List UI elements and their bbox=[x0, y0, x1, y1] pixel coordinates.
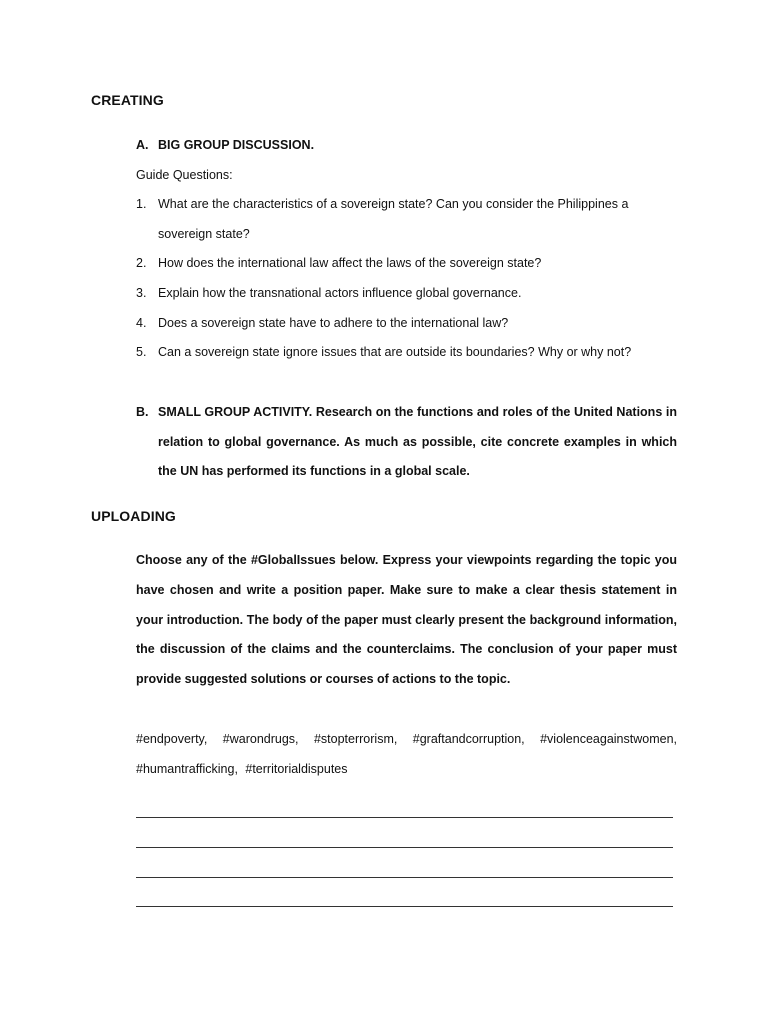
section-a-title bbox=[136, 138, 314, 152]
question-text: Explain how the transnational actors influence global governance. bbox=[158, 286, 522, 300]
section-b-text: SMALL GROUP ACTIVITY. Research on the functions and roles of the United Nations in relation to global governance. As much as possible, cite concrete examples in which the UN has performed its functions in a global scale. bbox=[158, 405, 677, 478]
question-text: What are the characteristics of a sovereign state? Can you consider the Philippines a sovereign state? bbox=[158, 197, 629, 241]
question-text: Can a sovereign state ignore issues that are outside its boundaries? Why or why not? bbox=[158, 345, 632, 359]
answer-line[interactable] bbox=[136, 877, 673, 878]
uploading-heading: UPLOADING bbox=[91, 508, 176, 524]
section-a-letter: A. bbox=[136, 138, 149, 152]
question-item bbox=[136, 279, 677, 309]
question-item bbox=[136, 249, 677, 279]
question-item bbox=[136, 190, 677, 249]
question-item bbox=[136, 309, 677, 339]
answer-line[interactable] bbox=[136, 847, 673, 848]
question-number: 1. bbox=[136, 197, 147, 211]
question-number: 2. bbox=[136, 256, 147, 270]
section-b-paragraph bbox=[136, 398, 677, 487]
question-number: 3. bbox=[136, 286, 147, 300]
answer-line[interactable] bbox=[136, 906, 673, 907]
question-number: 4. bbox=[136, 316, 147, 330]
answer-line[interactable] bbox=[136, 817, 673, 818]
question-number: 5. bbox=[136, 345, 147, 359]
question-item bbox=[136, 338, 677, 368]
guide-questions-label: Guide Questions: bbox=[136, 168, 233, 182]
uploading-instructions: Choose any of the #GlobalIssues below. Express your viewpoints regarding the topic you have chosen and write a position paper. Make sure to make a clear thesis statement in your introduction. The body of the paper must clearly present the background information, the discussion of the claims and the counterclaims. The conclusion of your paper must provide suggested solutions or courses of actions to the topic. bbox=[136, 553, 677, 687]
global-issues-tags: #endpoverty, #warondrugs, #stopterrorism, #graftandcorruption, #violenceagainstwomen, #humantrafficking, #territorialdisputes bbox=[136, 732, 677, 776]
creating-heading: CREATING bbox=[91, 92, 164, 108]
question-text: Does a sovereign state have to adhere to the international law? bbox=[158, 316, 509, 330]
question-text: How does the international law affect the laws of the sovereign state? bbox=[158, 256, 542, 270]
section-a-title-text: BIG GROUP DISCUSSION. bbox=[158, 138, 315, 152]
section-b-letter: B. bbox=[136, 405, 149, 419]
